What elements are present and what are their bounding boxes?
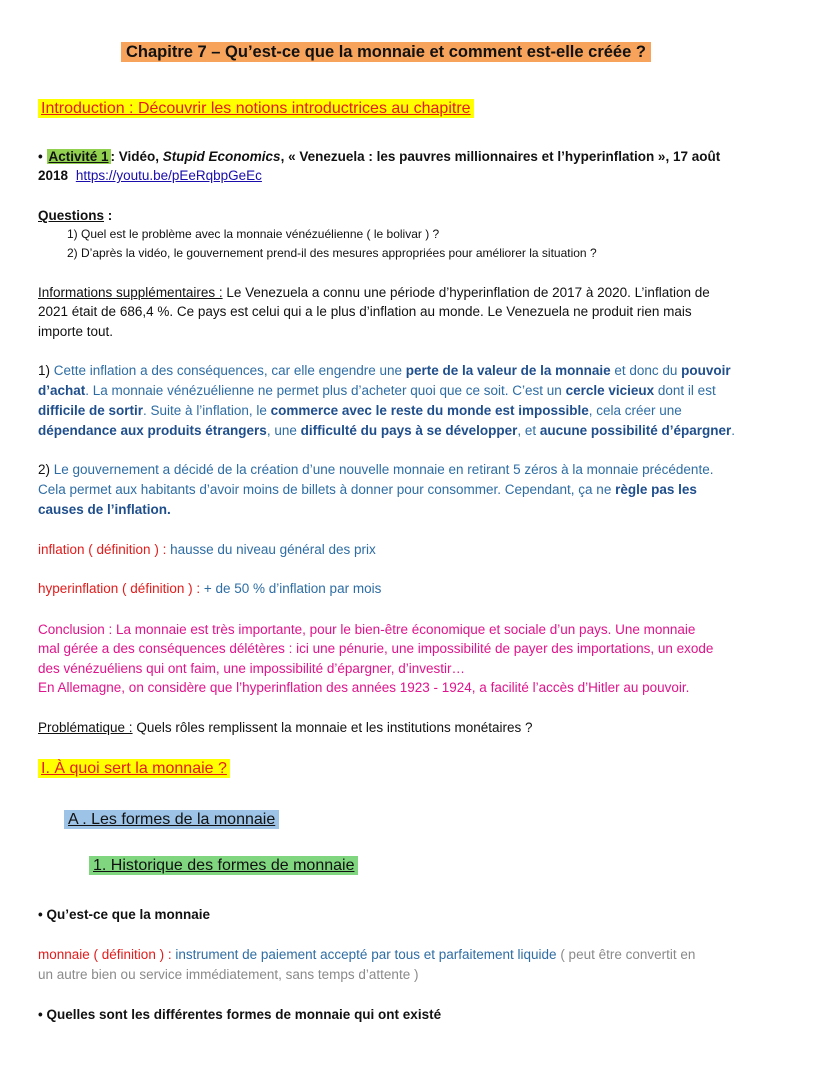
- def-hyperinflation: [38, 579, 381, 598]
- a1-text: . La monnaie vénézuélienne ne permet plus d’acheter quoi que ce soit. C’est un: [85, 383, 566, 398]
- a1-text: , une: [266, 423, 301, 438]
- activity-year: 2018: [38, 168, 69, 183]
- intro-heading-text: Introduction : Découvrir les notions introductrices au chapitre: [38, 99, 474, 118]
- page-title: [121, 40, 651, 64]
- questions-colon: :: [104, 208, 113, 223]
- conclusion-line-4: En Allemagne, on considère que l’hyperinflation des années 1923 - 1924, a facilité l’accès d’Hitler au pouvoir.: [38, 680, 690, 695]
- a1-text: .: [731, 423, 735, 438]
- a1-bold: cercle vicieux: [565, 383, 655, 398]
- a2-text: Le gouvernement a décidé de la création d’une nouvelle monnaie en retirant 5 zéros à la monnaie précédente.: [50, 462, 714, 477]
- a1-text: et donc du: [610, 363, 682, 378]
- answer1-line-3: [38, 401, 682, 420]
- conclusion-line-2: mal gérée a des conséquences délétères : ici une pénurie, une impossibilité de payer des importations, un exode: [38, 641, 714, 656]
- def-term: inflation ( définition ) :: [38, 542, 167, 557]
- a1-bold: difficile de sortir: [38, 403, 144, 418]
- def-term: monnaie ( définition ) :: [38, 947, 172, 962]
- answer1-line-1: [38, 361, 731, 380]
- info-line-1: [38, 283, 710, 302]
- a1-text: dont il est: [654, 383, 716, 398]
- answer1-line-4: [38, 421, 735, 440]
- activity-label: Activité 1: [48, 149, 109, 164]
- info-line-2: 2021 était de 686,4 %. Ce pays est celui qui a le plus d’inflation au monde. Le Venezuela ne produit rien mais: [38, 304, 692, 319]
- answer2-num: 2): [38, 462, 51, 477]
- questions-heading: [38, 206, 112, 225]
- section-a-heading: [64, 809, 279, 831]
- def-text: + de 50 % d’inflation par mois: [200, 581, 382, 596]
- answer1-num: 1): [38, 363, 51, 378]
- answer2-line-2: [38, 480, 697, 499]
- answer1-line-2: [38, 381, 716, 400]
- a1-text: , et: [517, 423, 540, 438]
- def-term: hyperinflation ( définition ) :: [38, 581, 201, 596]
- activity-line-2: [38, 166, 262, 185]
- def-inflation: [38, 540, 376, 559]
- bullet-forms-of-money: • Quelles sont les différentes formes de monnaie qui ont existé: [38, 1007, 442, 1022]
- a1-bold: aucune possibilité d’épargner: [539, 423, 732, 438]
- a2-bold: règle pas les: [615, 482, 697, 497]
- info-line-3: importe tout.: [38, 324, 114, 339]
- a1-bold: d’achat: [38, 383, 86, 398]
- problematique: [38, 718, 533, 737]
- questions-heading-text: Questions: [38, 208, 105, 223]
- bullet-what-is-money: • Qu’est-ce que la monnaie: [38, 907, 211, 922]
- activity-source: Stupid Economics: [162, 149, 281, 164]
- activity-text-a: : Vidéo,: [110, 149, 163, 164]
- section-1-text: I. À quoi sert la monnaie ?: [38, 759, 230, 778]
- info-text-1: Le Venezuela a connu une période d’hyperinflation de 2017 à 2020. L’inflation de: [222, 285, 710, 300]
- a1-bold: dépendance aux produits étrangers: [38, 423, 267, 438]
- def-text: instrument de paiement accepté par tous et parfaitement liquide: [171, 947, 557, 962]
- page-title-text: Chapitre 7 – Qu’est-ce que la monnaie et comment est-elle créée ?: [121, 42, 651, 62]
- a1-text: , cela créer une: [588, 403, 682, 418]
- def-monnaie-line-2: un autre bien ou service immédiatement, sans temps d’attente ): [38, 967, 419, 982]
- conclusion-line-1: Conclusion : La monnaie est très importante, pour le bien-être économique et sociale d’un pays. Une monnaie: [38, 622, 696, 637]
- section-1-heading: [38, 758, 230, 780]
- question-2: 2) D’après la vidéo, le gouvernement prend-il des mesures appropriées pour améliorer la situation ?: [67, 246, 597, 260]
- conclusion-line-3: des vénézuéliens qui ont faim, une impossibilité d’épargner, d’investir…: [38, 661, 465, 676]
- problematique-label: Problématique :: [38, 720, 133, 735]
- def-note: ( peut être convertit en: [556, 947, 696, 962]
- section-1-1-heading: [89, 855, 358, 877]
- a1-bold: commerce avec le reste du monde est impossible: [270, 403, 589, 418]
- a1-bold: difficulté du pays à se développer: [300, 423, 518, 438]
- a1-text: Cette inflation a des conséquences, car elle engendre une: [50, 363, 406, 378]
- section-1-1-text: 1. Historique des formes de monnaie: [89, 856, 358, 875]
- answer2-line-3: causes de l’inflation.: [38, 502, 171, 517]
- a1-bold: pouvoir: [681, 363, 731, 378]
- a2-text: Cela permet aux habitants d’avoir moins de billets à donner pour consommer. Cependant, ça ne: [38, 482, 616, 497]
- question-1: 1) Quel est le problème avec la monnaie vénézuélienne ( le bolivar ) ?: [67, 227, 440, 241]
- answer2-line-1: [38, 460, 713, 479]
- intro-heading: [38, 98, 474, 120]
- activity-line-1: [38, 147, 720, 166]
- def-text: hausse du niveau général des prix: [166, 542, 376, 557]
- def-monnaie-line-1: [38, 945, 695, 964]
- problematique-text: Quels rôles remplissent la monnaie et les institutions monétaires ?: [132, 720, 533, 735]
- video-link[interactable]: https://youtu.be/pEeRqbpGeEc: [75, 168, 262, 183]
- bullet: •: [38, 149, 43, 164]
- activity-text-b: , « Venezuela : les pauvres millionnaires et l’hyperinflation », 17 août: [280, 149, 721, 164]
- a1-text: . Suite à l’inflation, le: [143, 403, 271, 418]
- a1-bold: perte de la valeur de la monnaie: [405, 363, 611, 378]
- section-a-text: A . Les formes de la monnaie: [64, 810, 279, 829]
- info-label: Informations supplémentaires :: [38, 285, 223, 300]
